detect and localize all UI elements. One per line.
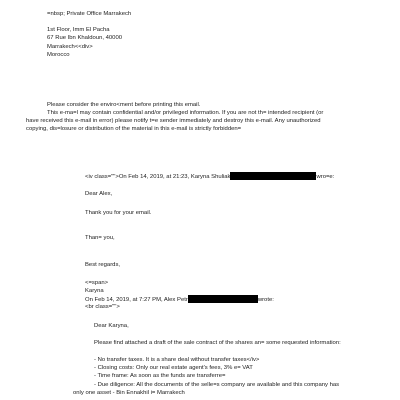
reply-header-text: On Feb 14, 2019, at 7:27 PM, Alex Petr <box>85 297 188 303</box>
info-item-time-frame: - Time frame: As soon as the funds are transferre= <box>94 373 226 379</box>
office-address-line-1: 1st Floor, Imm El Pacha <box>47 27 110 33</box>
info-item-due-diligence-continued: only one asset - Bin Ennakhil i= Marrakech <box>73 390 185 396</box>
confidentiality-line-2: have received this e-mail in error) please notify t=e sender immediately and destroy this e-mail. Any unauthorized <box>26 118 321 124</box>
closing-regards: Best regards, <box>85 262 121 268</box>
thanks-line: Than= you, <box>85 235 115 241</box>
info-item-closing-costs: - Closing costs: Only our real estate agent's fees, 3% e= VAT <box>94 365 253 371</box>
thank-you-line: Thank you for your email. <box>85 210 152 216</box>
redacted-email-block <box>230 172 316 180</box>
reply-header-text: <iv class="">On Feb 14, 2019, at 21:23, Karyna Shuliak <box>85 174 231 180</box>
span-tag-text: <=span> <box>85 280 109 286</box>
reply-header-karyna <box>85 172 334 181</box>
office-name: =nbsp; Private Office Marrakech <box>47 11 132 17</box>
office-address-line-2: 67 Rue Ibn Khaldoun, 40000 <box>47 35 123 41</box>
info-item-transfer-taxes: - No transfer taxes. It is a share deal without transfer taxes</iv> <box>94 357 260 363</box>
reply-header-suffix: wro=e: <box>316 174 335 180</box>
br-tag-text: <br class=""> <box>85 304 120 310</box>
greeting-alex: Dear Alex, <box>85 191 113 197</box>
greeting-karyna: Dear Karyna, <box>94 323 129 329</box>
redacted-email-block <box>188 295 258 303</box>
reply-header-suffix: wrote: <box>257 297 274 303</box>
signature-karyna: Karyna <box>85 288 104 294</box>
confidentiality-line-3: copying, dis=losure or distribution of the material in this e-mail is strictly forbidden= <box>26 126 242 132</box>
environment-notice: Please consider the enviro<ment before printing this email. <box>47 102 201 108</box>
info-item-due-diligence: - Due diligence: All the documents of the selle=s company are available and this company has <box>94 382 340 388</box>
attachment-intro: Please find attached a draft of the sale contract of the shares an= some requested information: <box>94 340 341 346</box>
confidentiality-line-1: This e-ma=l may contain confidential and/or privileged information. If you are not th= intended recipient (or <box>47 110 324 116</box>
office-country: Morocco <box>47 52 70 58</box>
office-address-line-3: Marrakech<<div> <box>47 44 93 50</box>
